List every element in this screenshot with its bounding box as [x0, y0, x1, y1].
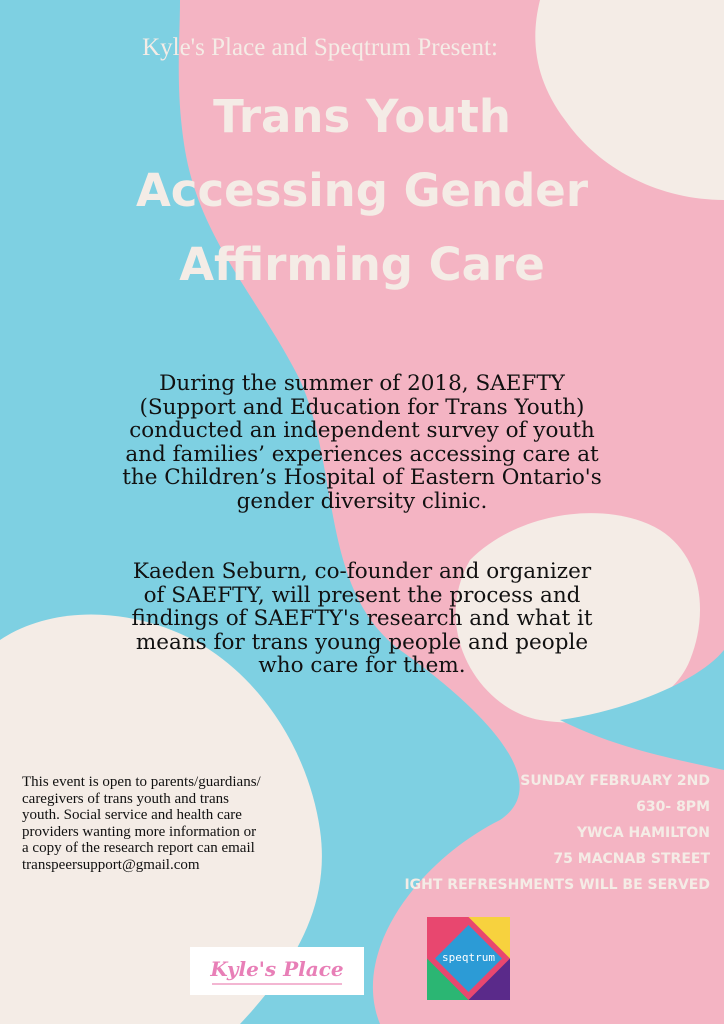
- title-line-3: Affirming Care: [179, 238, 545, 291]
- info-line: providers wanting more information or: [22, 823, 257, 840]
- text-line: conducted an independent survey of youth: [129, 418, 595, 443]
- text-line: Kaeden Seburn, co-founder and organizer: [132, 559, 592, 584]
- logo-underline: [212, 983, 342, 985]
- event-date: SUNDAY FEBRUARY 2ND: [520, 773, 710, 789]
- text-line: findings of SAEFTY's research and what it: [131, 606, 593, 631]
- event-title: [0, 80, 724, 302]
- text-line: of SAEFTY, will present the process and: [143, 582, 581, 608]
- title-line-2: Accessing Gender: [135, 164, 589, 217]
- audience-info: [22, 774, 372, 874]
- title-line-1: Trans Youth: [213, 90, 511, 143]
- event-note: IGHT REFRESHMENTS WILL BE SERVED: [404, 877, 710, 893]
- info-line: caregivers of trans youth and trans: [22, 790, 230, 807]
- event-venue: YWCA HAMILTON: [576, 825, 710, 841]
- text-line: (Support and Education for Trans Youth): [139, 394, 585, 420]
- event-address: 75 MACNAB STREET: [553, 851, 710, 867]
- info-line: youth. Social service and health care: [22, 807, 242, 824]
- speqtrum-wordmark: speqtrum: [442, 951, 495, 964]
- event-details: [350, 768, 710, 898]
- text-line: During the summer of 2018, SAEFTY: [159, 371, 565, 396]
- kyles-place-wordmark: Kyle's Place: [210, 957, 344, 981]
- info-line: This event is open to parents/guardians/: [22, 774, 261, 790]
- event-kicker: Kyle's Place and Speqtrum Present:: [142, 34, 498, 61]
- contact-email[interactable]: transpeersupport@gmail.com: [22, 856, 200, 873]
- event-time: 630- 8PM: [636, 799, 710, 815]
- info-line: a copy of the research report can email: [22, 840, 255, 857]
- text-line: gender diversity clinic.: [236, 488, 488, 514]
- text-line: and families’ experiences accessing care at: [125, 441, 599, 467]
- kyles-place-logo: [190, 947, 364, 995]
- description-paragraph-2: [40, 560, 684, 678]
- text-line: who care for them.: [258, 653, 466, 678]
- text-line: the Children’s Hospital of Eastern Ontario's: [122, 465, 602, 490]
- text-line: means for trans young people and people: [135, 629, 589, 655]
- description-paragraph-1: [40, 372, 684, 513]
